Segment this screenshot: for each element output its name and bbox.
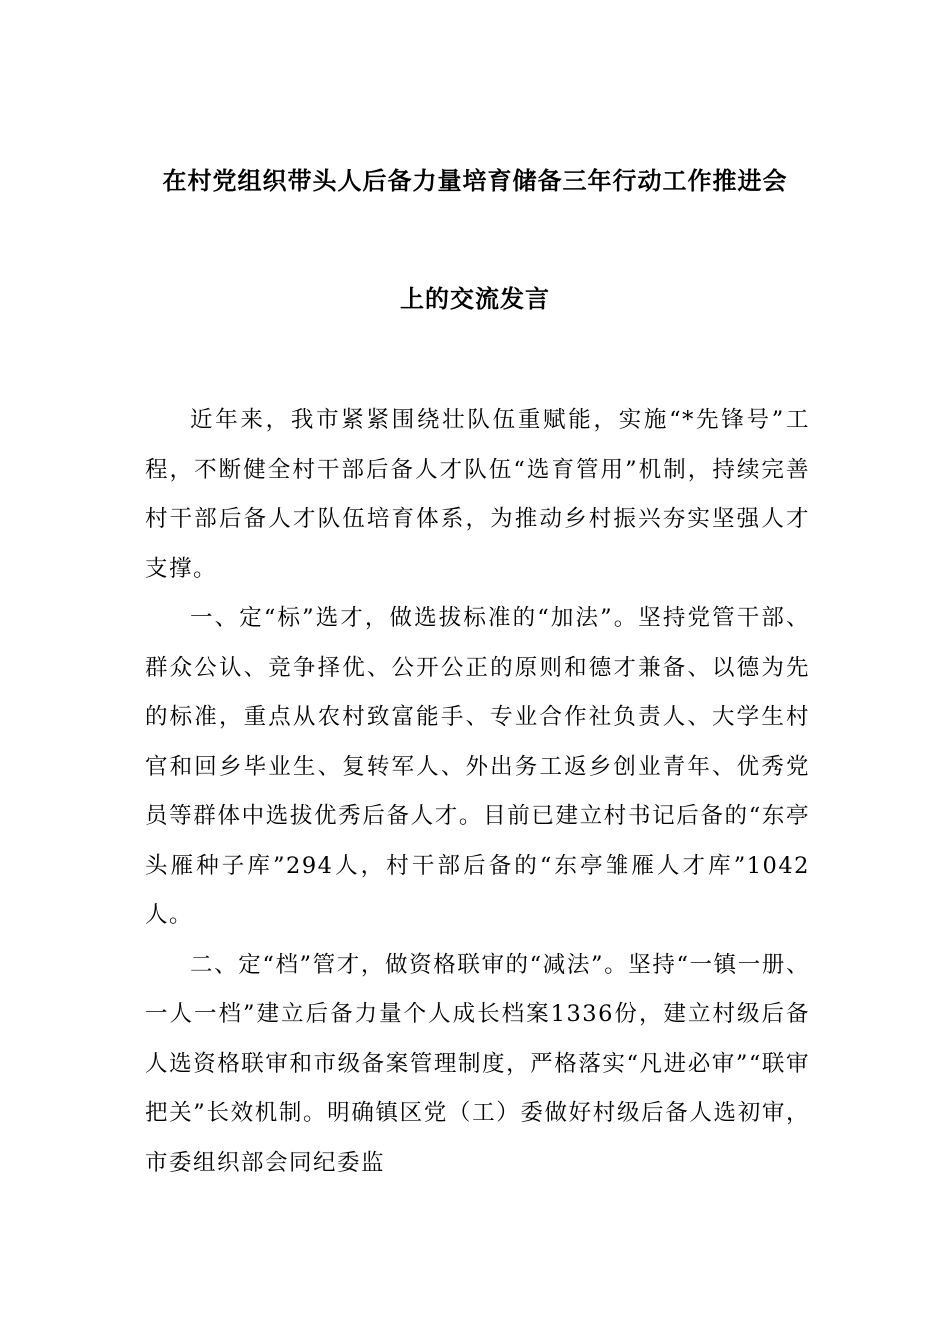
paragraph-section-2: 二、定“档”管才，做资格联审的“减法”。坚持“一镇一册、一人一档”建立后备力量个人成长档案1336份，建立村级后备人选资格联审和市级备案管理制度，严格落实“凡进必审”“联审把关”长效机制。明确镇区党（工）委做好村级后备人选初审，市委组织部会同纪委监 [145,951,810,1176]
paragraph-intro: 近年来，我市紧紧围绕壮队伍重赋能，实施“*先锋号”工程，不断健全村干部后备人才队伍“选育管用”机制，持续完善村干部后备人才队伍培育体系，为推动乡村振兴夯实坚强人才支撑。 [145,407,810,582]
document-title-line-2: 上的交流发言 [400,284,550,313]
paragraph-section-1: 一、定“标”选才，做选拔标准的“加法”。坚持党管干部、群众公认、竞争择优、公开公正的原则和德才兼备、以德为先的标准，重点从农村致富能手、专业合作社负责人、大学生村官和回乡毕业生、复转军人、外出务工返乡创业青年、优秀党员等群体中选拔优秀后备人才。目前已建立村书记后备的“东亭头雁种子库”294人，村干部后备的“东亭雏雁人才库”1042人。 [145,605,810,928]
document-body [145,396,810,1188]
document-title-line-1: 在村党组织带头人后备力量培育储备三年行动工作推进会 [162,166,788,195]
